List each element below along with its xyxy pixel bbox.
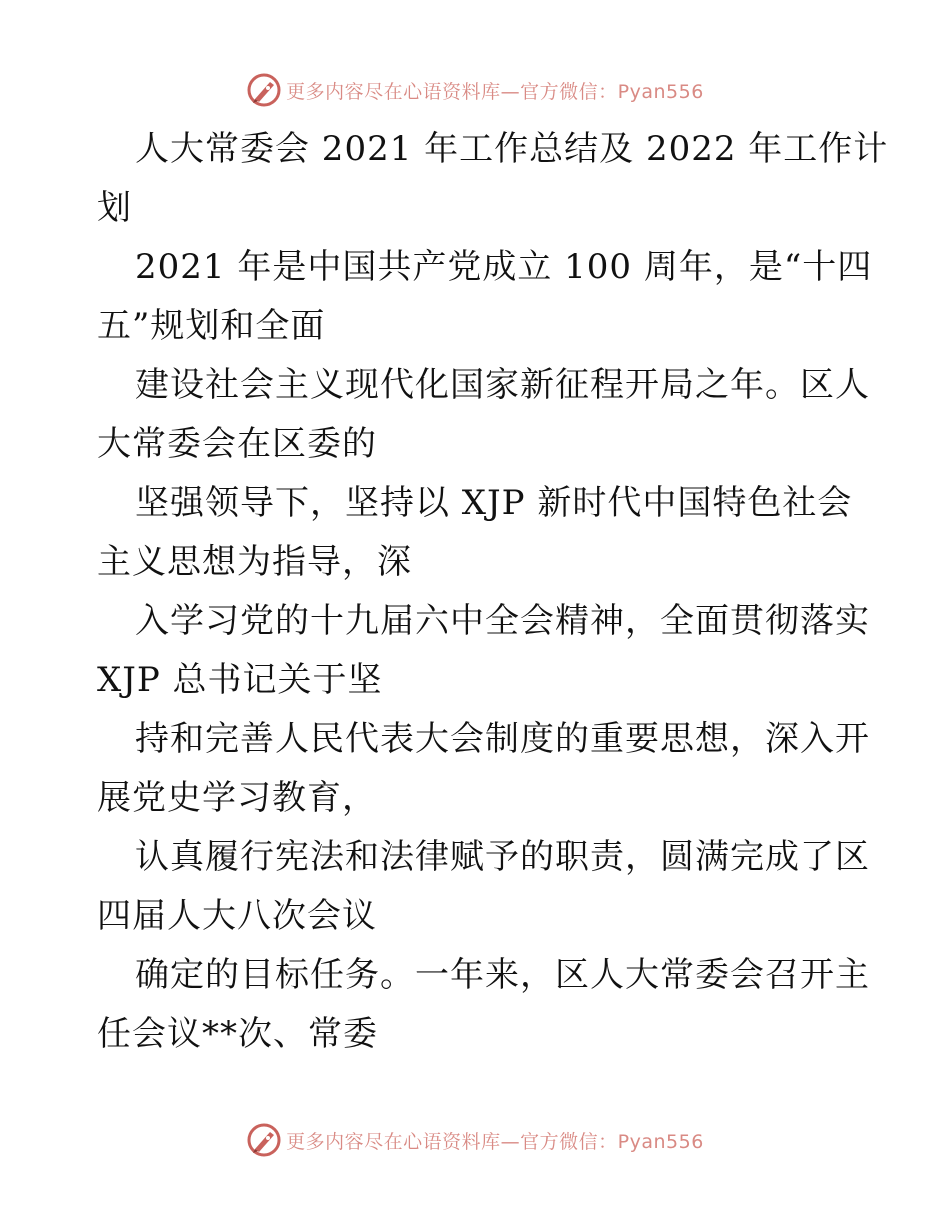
paragraph (97, 828, 870, 946)
paragraph (97, 710, 870, 828)
watermark-text: 更多内容尽在心语资料库—官方微信：Pyan556 (286, 80, 704, 103)
paragraph (97, 592, 870, 710)
pen-logo-icon (246, 1122, 282, 1158)
pen-logo-icon (246, 72, 282, 108)
paragraph (97, 238, 873, 356)
paragraph-line: 人大常委会 2021 年工作总结及 2022 年工作计 (135, 129, 889, 169)
paragraph (97, 356, 870, 474)
paragraph-line: 四届人大八次会议 (97, 896, 377, 936)
paragraph (97, 474, 857, 592)
paragraph-line: 大常委会在区委的 (97, 424, 377, 464)
paragraph-title (97, 120, 889, 238)
paragraph-line: 任会议**次、常委 (97, 1014, 378, 1054)
paragraph-line: 确定的目标任务。一年来，区人大常委会召开主 (135, 955, 870, 995)
paragraph-line: 展党史学习教育， (97, 778, 377, 818)
paragraph (97, 946, 870, 1064)
paragraph-line: 建设社会主义现代化国家新征程开局之年。区人 (135, 365, 870, 405)
paragraph-line: 五”规划和全面 (97, 306, 326, 346)
paragraph-line: XJP 总书记关于坚 (97, 660, 383, 700)
paragraph-line: 认真履行宪法和法律赋予的职责，圆满完成了区 (135, 837, 870, 877)
watermark-text: 更多内容尽在心语资料库—官方微信：Pyan556 (286, 1130, 704, 1153)
watermark-footer (0, 1120, 950, 1160)
document-body (97, 120, 889, 1064)
paragraph-line: 划 (97, 188, 132, 228)
paragraph-line: 入学习党的十九届六中全会精神，全面贯彻落实 (135, 601, 870, 641)
paragraph-line: 主义思想为指导，深 (97, 542, 412, 582)
watermark-header (0, 70, 950, 110)
paragraph-line: 2021 年是中国共产党成立 100 周年，是“十四 (135, 247, 873, 287)
paragraph-line: 坚强领导下，坚持以 XJP 新时代中国特色社会 (135, 483, 853, 523)
paragraph-line: 持和完善人民代表大会制度的重要思想，深入开 (135, 719, 870, 759)
